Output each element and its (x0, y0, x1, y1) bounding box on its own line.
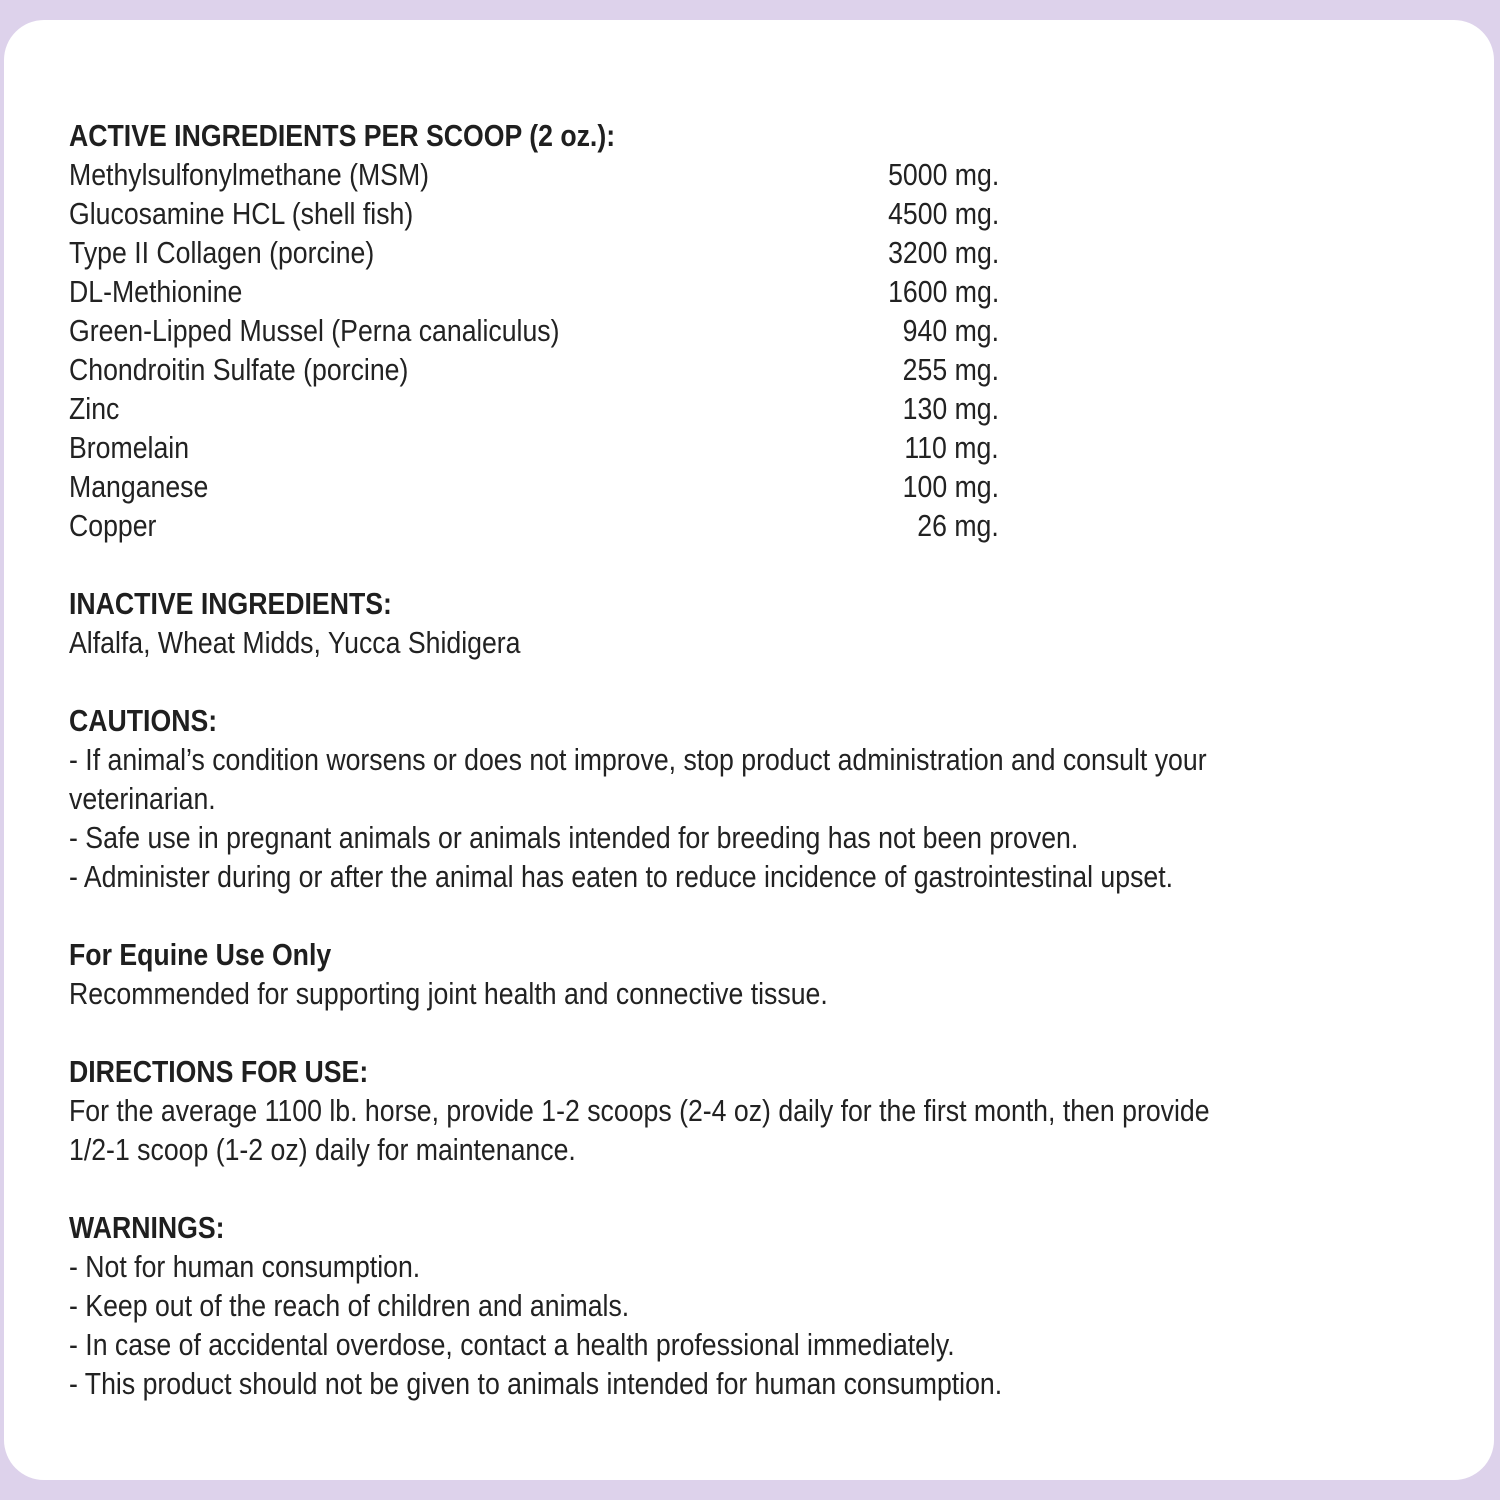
ingredient-row (69, 506, 999, 545)
directions-section (69, 1052, 1494, 1169)
ingredient-name: Copper (69, 508, 157, 543)
ingredient-amount: 5000 mg. (887, 157, 999, 192)
directions-heading: DIRECTIONS FOR USE: (69, 1054, 369, 1089)
ingredient-row (69, 311, 999, 350)
active-ingredients-list (69, 155, 999, 545)
ingredient-amount: 3200 mg. (887, 235, 999, 270)
warning-line: - This product should not be given to animals intended for human consumption. (69, 1366, 1003, 1401)
label-card (4, 20, 1494, 1480)
active-ingredients-section (69, 116, 1494, 545)
warning-line: - Keep out of the reach of children and animals. (69, 1288, 630, 1323)
ingredient-name: Bromelain (69, 430, 190, 465)
cautions-heading: CAUTIONS: (69, 703, 218, 738)
ingredient-row (69, 428, 999, 467)
ingredient-amount: 100 mg. (902, 469, 999, 504)
ingredient-amount: 26 mg. (917, 508, 999, 543)
inactive-ingredients-text: Alfalfa, Wheat Midds, Yucca Shidigera (69, 625, 521, 660)
equine-use-heading: For Equine Use Only (69, 937, 332, 972)
ingredient-row (69, 350, 999, 389)
ingredient-amount: 255 mg. (902, 352, 999, 387)
ingredient-name: Type II Collagen (porcine) (69, 235, 375, 270)
ingredient-row (69, 194, 999, 233)
ingredient-row (69, 467, 999, 506)
caution-line: - Safe use in pregnant animals or animals intended for breeding has not been proven. (69, 820, 1079, 855)
warning-line: - In case of accidental overdose, contact a health professional immediately. (69, 1327, 955, 1362)
ingredient-name: Green-Lipped Mussel (Perna canaliculus) (69, 313, 560, 348)
ingredient-amount: 1600 mg. (887, 274, 999, 309)
ingredient-name: Methylsulfonylmethane (MSM) (69, 157, 430, 192)
ingredient-row (69, 389, 999, 428)
ingredient-amount: 110 mg. (904, 430, 999, 465)
ingredient-row (69, 272, 999, 311)
equine-use-text: Recommended for supporting joint health and connective tissue. (69, 976, 828, 1011)
caution-line: - If animal’s condition worsens or does not improve, stop product administration and consult your (69, 742, 1207, 777)
ingredient-amount: 940 mg. (902, 313, 999, 348)
warning-line: - Not for human consumption. (69, 1249, 421, 1284)
caution-line: veterinarian. (69, 781, 216, 816)
inactive-ingredients-section (69, 584, 1494, 662)
ingredient-name: Chondroitin Sulfate (porcine) (69, 352, 409, 387)
inactive-ingredients-heading: INACTIVE INGREDIENTS: (69, 586, 392, 621)
ingredient-name: Zinc (69, 391, 120, 426)
active-ingredients-heading: ACTIVE INGREDIENTS PER SCOOP (2 oz.): (69, 118, 616, 153)
equine-use-section (69, 935, 1494, 1013)
ingredient-row (69, 233, 999, 272)
ingredient-name: Glucosamine HCL (shell fish) (69, 196, 414, 231)
ingredient-amount: 4500 mg. (887, 196, 999, 231)
cautions-section (69, 701, 1494, 896)
ingredient-amount: 130 mg. (902, 391, 999, 426)
caution-line: - Administer during or after the animal has eaten to reduce incidence of gastrointestinal upset. (69, 859, 1174, 894)
warnings-section (69, 1208, 1494, 1403)
ingredient-name: Manganese (69, 469, 209, 504)
ingredient-row (69, 155, 999, 194)
warnings-heading: WARNINGS: (69, 1210, 225, 1245)
ingredient-name: DL-Methionine (69, 274, 243, 309)
directions-line: 1/2-1 scoop (1-2 oz) daily for maintenance. (69, 1132, 576, 1167)
directions-line: For the average 1100 lb. horse, provide 1-2 scoops (2-4 oz) daily for the first month, then provide (69, 1093, 1210, 1128)
